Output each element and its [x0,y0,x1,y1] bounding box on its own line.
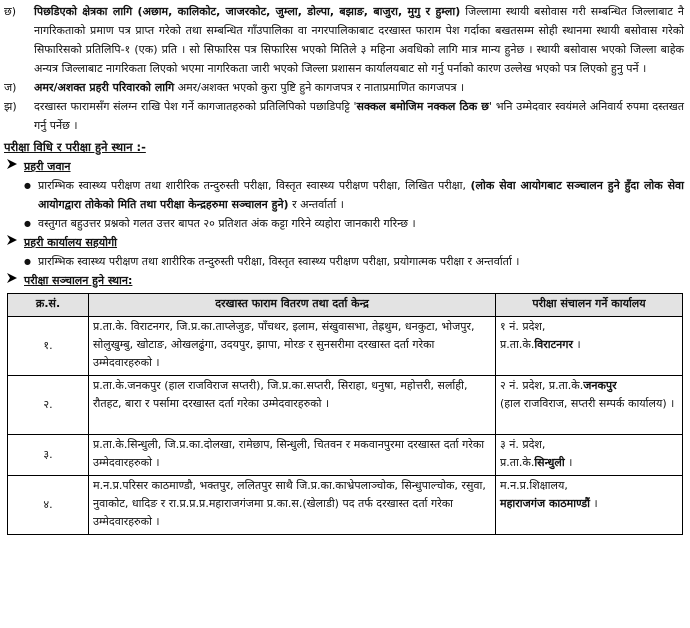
clause-pre: दरखास्त फारामसँग संलग्न राखि पेश गर्ने कागजातहरुको प्रतिलिपिको पछाडिपट्टि ' [34,100,357,113]
clause-text [34,2,684,78]
col-header-sn: क्र.सं. [8,294,89,317]
table-row [8,435,683,476]
bullet-icon: ● [24,181,31,190]
arrow-right-icon [6,157,24,176]
office-line: (हाल राजविराज, सप्तरी सम्पर्क कार्यालय) । [500,397,675,410]
clause-rest: ' भनि उम्मेदवार स्वयंमले अनिवार्य रुपमा दस्तखत गर्नु पर्नेछ । [34,100,685,132]
list-item [24,214,684,233]
row-office [496,317,683,376]
office-post: । [572,338,581,351]
bullet-bold: (लोक सेवा आयोगबाट सञ्चालन हुने हुँदा लोक सेवा आयोगद्वारा तोकेको मिति तथा परीक्षा केन्द्रहरुमा सञ्चालन हुने) [38,179,685,211]
police-exam-title: प्रहरी जवान [24,160,71,173]
clause-text [34,97,684,135]
arrow-right-icon [6,271,24,290]
row-sn: ४. [8,476,89,535]
office-bold: विराटनगर [534,338,573,351]
clause-chha [4,2,684,78]
table-row [8,376,683,435]
row-office [496,435,683,476]
table-header-row [8,294,683,317]
table-row [8,317,683,376]
clause-rest: जिल्लामा स्थायी बसोवास गरी सम्बन्धित जिल्लाबाट नै नागरिकताको प्रमाण पत्र प्राप्त गरेको तथा सम्बन्धित गाँउपालिका वा नगरपालिकाबाट दरखास्त फाराम पेश गर्दाका बखतसम्म सोही स्थानमा स्थायी बसोवास गरेको सिफारिसको प्रतिलिपि-१ (एक) प्रति । सो सिफारिस पत्र सिफारिस भएको मितिले ३ महिना अवधिको लागि मात्र मान्य हुनेछ । स्थायी बसोवास भएको जिल्ला बाहेक अन्यत्र जिल्लाबाट नागरिकता लिएको भएमा नागरिकता जारी भएको जिल्ला प्रशासन कार्यालयबाट सो गर्नु पर्नाको कारण उल्लेख भएको पत्र लिएको हुनु पर्ने । [34,5,685,75]
clause-marker: ज) [4,81,17,94]
office-line: १ नं. प्रदेश, [500,320,546,333]
office-pre: प्र.ता.के. [500,338,535,351]
clause-rest: अमर/अशक्त भएको कुरा पुष्टि हुने कागजपत्र र नाताप्रमाणित कागजपत्र । [174,81,465,94]
police-exam-heading [4,157,684,176]
list-item [24,176,684,214]
clause-ja [4,78,684,97]
section-title: परीक्षा विधि र परीक्षा हुने स्थान :- [4,140,146,154]
col-header-centers: दरखास्त फाराम वितरण तथा दर्ता केन्द्र [89,294,496,317]
office-line [500,495,678,513]
row-sn: ३. [8,435,89,476]
clause-text [34,78,684,97]
clause-marker: झ) [4,100,17,113]
row-centers: म.न.प्र.परिसर काठमाण्डौ, भक्तपुर, ललितपुर साथै जि.प्र.का.काभ्रेपलाञ्चोक, सिन्धुपाल्चोक, रसुवा, नुवाकोट, धादिङ र रा.प्र.प्र.प्र.महाराजगंजमा प्र.का.स.(खेलाडी) पद तर्फ दरखास्त दर्ता गरेका उम्मेदवारहरुको । [89,476,496,535]
clause-lead: पिछडिएको क्षेत्रका लागि (अछाम, कालिकोट, जाजरकोट, जुम्ला, डोल्पा, बझाङ, बाजुरा, मुगु र हुम्ला) [34,5,461,18]
clause-lead: अमर/अशक्त प्रहरी परिवारको लागि [34,81,175,94]
table-row [8,476,683,535]
office-pre: २ नं. प्रदेश, प्र.ता.के. [500,379,584,392]
office-line: म.न.प्र.शिक्षालय, [500,479,568,492]
clause-jha [4,97,684,135]
bullet-text: वस्तुगत बहुउत्तर प्रश्नको गलत उत्तर बापत २० प्रतिशत अंक कट्टा गरिने व्यहोरा जानकारी गरिन्छ । [38,217,416,230]
clause-marker: छ) [4,5,17,18]
office-assistant-heading [4,233,684,252]
row-centers: प्र.ता.के. विराटनगर, जि.प्र.का.ताप्लेजुङ, पाँचथर, इलाम, संखुवासभा, तेह्रथुम, धनकुटा, भोजपुर, सोलुखुम्बु, खोटाङ, ओखलढुंगा, उदयपुर, झापा, मोरङ र सुनसरीमा दरखास्त दर्ता गरेका उम्मेदवारहरुको । [89,317,496,376]
bullet-icon: ● [24,219,31,228]
bullet-text: प्रारम्भिक स्वास्थ्य परीक्षण तथा शारीरिक तन्दुरुस्ती परीक्षा, विस्तृत स्वास्थ्य परीक्षण परीक्षा, प्रयोगात्मक परीक्षा र अन्तर्वार्ता । [38,255,520,268]
office-line: ३ नं. प्रदेश, [500,438,546,451]
office-line [500,454,678,472]
office-post: । [590,497,598,510]
office-line [500,336,678,354]
col-header-office: परीक्षा संचालन गर्ने कार्यालय [496,294,683,317]
row-centers: प्र.ता.के.सिन्धुली, जि.प्र.का.दोलखा, रामेछाप, सिन्धुली, चितवन र मकवानपुरमा दरखास्त दर्ता गरेका उम्मेदवारहरुको । [89,435,496,476]
venue-table [7,293,683,535]
office-pre: प्र.ता.के. [500,456,535,469]
office-assistant-title: प्रहरी कार्यालय सहयोगी [24,236,118,249]
office-bold: महाराजगंज काठमाण्डौं [500,497,591,510]
bullet-text [38,176,684,214]
clause-lead: सक्कल बमोजिम नक्कल ठिक छ [356,100,490,113]
office-line [500,377,678,395]
row-sn: २. [8,376,89,435]
list-item [24,252,684,271]
row-centers: प्र.ता.के.जनकपुर (हाल राजविराज सप्तरी), जि.प्र.का.सप्तरी, सिराहा, धनुषा, महोत्तरी, सर्लाही, रौतहट, बारा र पर्सामा दरखास्त दर्ता गरेका उम्मेदवारहरुको । [89,376,496,435]
office-bold: सिन्धुली [534,456,565,469]
venue-heading [4,271,684,290]
row-office [496,376,683,435]
row-office [496,476,683,535]
office-post: । [564,456,573,469]
row-sn: १. [8,317,89,376]
venue-title: परीक्षा सञ्चालन हुने स्थान: [24,274,133,287]
bullet-icon: ● [24,257,31,266]
bullet-post: र अन्तर्वार्ता । [288,198,344,211]
office-bold: जनकपुर [583,379,617,392]
bullet-pre: प्रारम्भिक स्वास्थ्य परीक्षण तथा शारीरिक तन्दुरुस्ती परीक्षा, विस्तृत स्वास्थ्य परीक्षण परीक्षा, लिखित परीक्षा, [38,179,471,192]
arrow-right-icon [6,233,24,252]
